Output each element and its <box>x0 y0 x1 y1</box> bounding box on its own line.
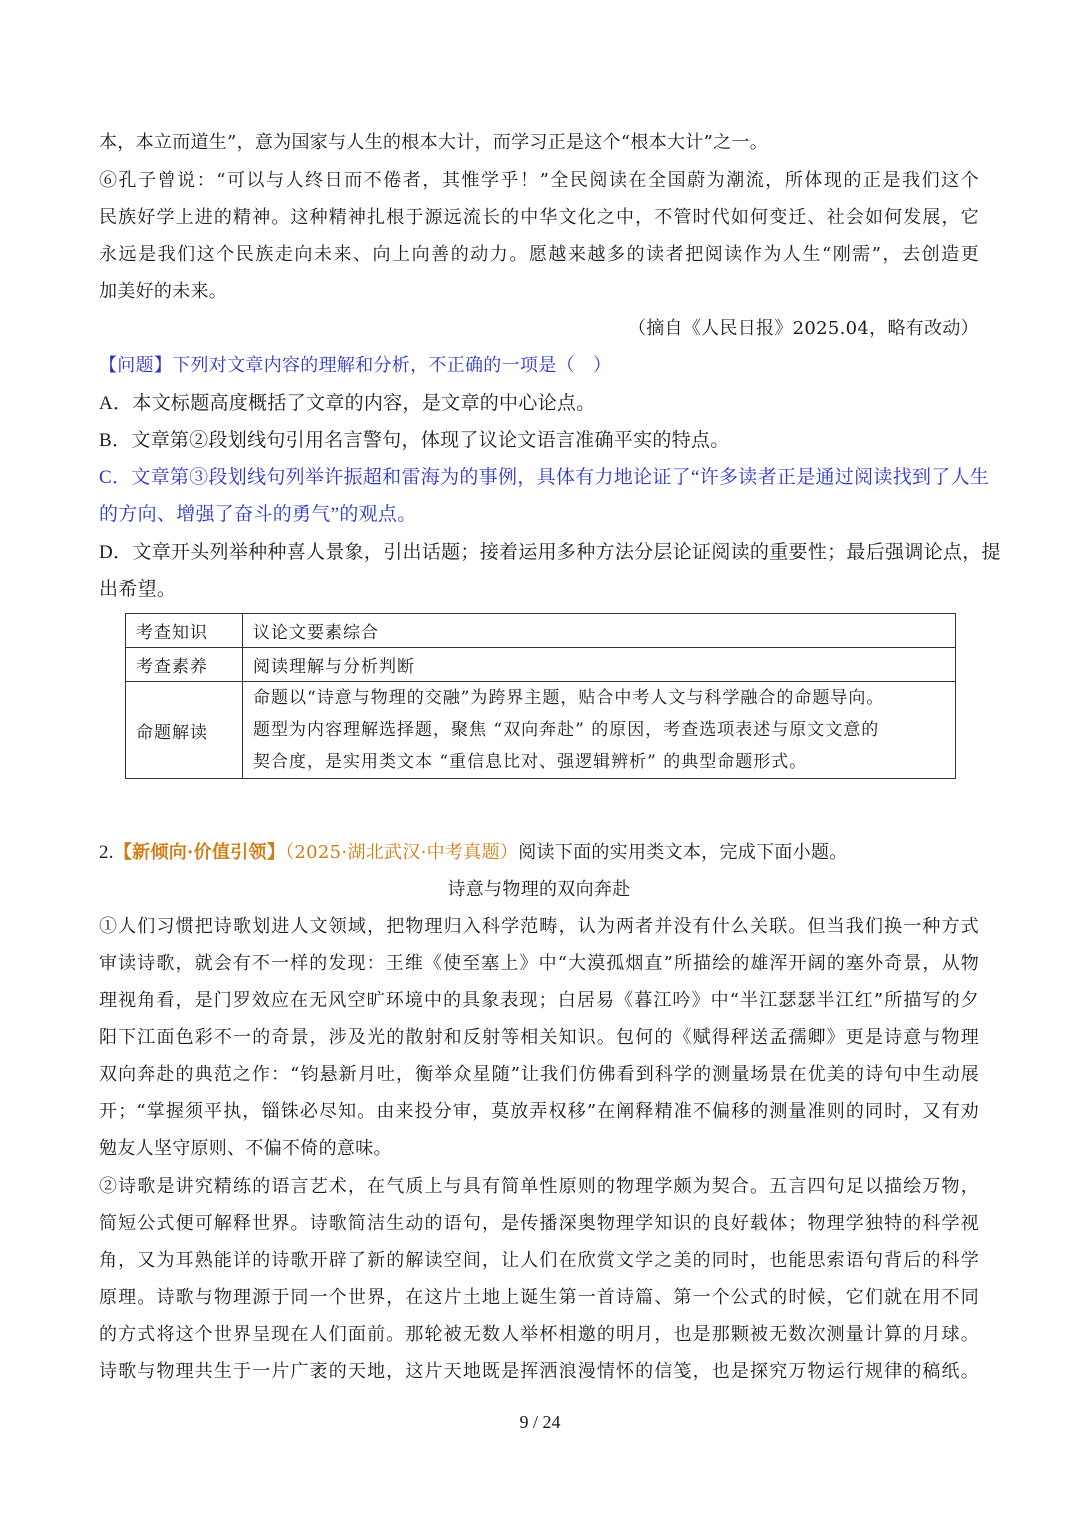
table-value: 阅读理解与分析判断 <box>243 648 956 682</box>
article-line: 原理。诗歌与物理源于同一个世界，在这片土地上诞生第一首诗篇、第一个公式的时候，它们就在用不同 <box>99 1287 979 1308</box>
analysis-table <box>125 613 956 779</box>
article-line: 民族好学上进的精神。这种精神扎根于源远流长的中华文化之中，不管时代如何变迁、社会如何发展，它 <box>99 207 979 228</box>
option-c: C．文章第③段划线句列举许振超和雷海为的事例，具体有力地论证了“许多读者正是通过阅读找到了人生 <box>99 467 990 488</box>
table-value <box>243 682 956 779</box>
option-d: 出希望。 <box>99 579 177 600</box>
article-line: 简短公式便可解释世界。诗歌简洁生动的语句，是传播深奥物理学知识的良好载体；物理学独特的科学视 <box>99 1213 979 1234</box>
question-label: 【问题】 <box>99 355 173 376</box>
article-line: 勉友人坚守原则、不偏不倚的意味。 <box>99 1138 392 1159</box>
question-source: （2025·湖北武汉·中考真题） <box>285 842 519 863</box>
article-line: 双向奔赴的典范之作：“钧悬新月吐，衡举众星随”让我们仿佛看到科学的测量场景在优美的诗句中生动展 <box>99 1064 979 1085</box>
option-b: B．文章第②段划线句引用名言警句，体现了议论文语言准确平实的特点。 <box>99 430 730 451</box>
interp-line: 契合度，是实用类文本 “重信息比对、强逻辑辨析” 的典型命题形式。 <box>253 752 808 772</box>
question-text: 下列对文章内容的理解和分析，不正确的一项是（ ） <box>172 355 612 376</box>
article-line: ⑥孔子曾说：“可以与人终日而不倦者，其惟学乎！”全民阅读在全国蔚为潮流，所体现的正是我们这个 <box>99 170 979 191</box>
option-c: 的方向、增强了奋斗的勇气”的观点。 <box>99 504 417 525</box>
article-line: 理视角看，是门罗效应在无风空旷环境中的具象表现；白居易《暮江吟》中“半江瑟瑟半江红”所描写的夕 <box>99 990 979 1011</box>
article-line: 阳下江面色彩不一的奇景，涉及光的散射和反射等相关知识。包何的《赋得秤送孟孺卿》更是诗意与物理 <box>99 1027 979 1048</box>
table-key: 考查知识 <box>126 614 243 648</box>
question2-heading <box>99 841 979 865</box>
article-line: ②诗歌是讲究精练的语言艺术，在气质上与具有简单性原则的物理学颇为契合。五言四句足以描绘万物， <box>99 1176 979 1197</box>
question-tag: 【新倾向·价值引领】 <box>113 842 286 863</box>
option-d: D．文章开头列举种种喜人景象，引出话题；接着运用多种方法分层论证阅读的重要性；最后强调论点，提 <box>99 542 1001 563</box>
question-instruction: 阅读下面的实用类文本，完成下面小题。 <box>518 842 848 863</box>
article-line: 的方式将这个世界呈现在人们面前。那轮被无数人举杯相邀的明月，也是那颗被无数次测量计算的月球。 <box>99 1324 979 1345</box>
table-key: 命题解读 <box>126 682 243 779</box>
table-row <box>126 682 956 779</box>
table-row <box>126 614 956 648</box>
table-row <box>126 648 956 682</box>
table-key: 考查素养 <box>126 648 243 682</box>
article-line: 诗歌与物理共生于一片广袤的天地，这片天地既是挥洒浪漫情怀的信笺，也是探究万物运行规律的稿纸。 <box>99 1361 979 1382</box>
page-number: 9 / 24 <box>519 1412 561 1432</box>
article-line: ①人们习惯把诗歌划进人文领域，把物理归入科学范畴，认为两者并没有什么关联。但当我们换一种方式 <box>99 916 979 937</box>
table-value: 议论文要素综合 <box>243 614 956 648</box>
option-a: A．本文标题高度概括了文章的内容，是文章的中心论点。 <box>99 393 596 414</box>
interp-line: 命题以“诗意与物理的交融”为跨界主题，贴合中考人文与科学融合的命题导向。 <box>253 688 885 708</box>
article-line: 审读诗歌，就会有不一样的发现：王维《使至塞上》中“大漠孤烟直”所描绘的雄浑开阔的塞外奇景，从物 <box>99 953 979 974</box>
article-line: 永远是我们这个民族走向未来、向上向善的动力。愿越来越多的读者把阅读作为人生“刚需”，去创造更 <box>99 244 979 265</box>
interp-line: 题型为内容理解选择题，聚焦 “双向奔赴” 的原因，考查选项表述与原文文意的 <box>253 720 880 740</box>
question-number: 2. <box>99 842 114 863</box>
article-line: 开；“掌握须平执，锱铢必尽知。由来投分审，莫放弄权移”在阐释精准不偏移的测量准则的同时，又有劝 <box>99 1101 979 1122</box>
article-line: 角，又为耳熟能详的诗歌开辟了新的解读空间，让人们在欣赏文学之美的同时，也能思索语句背后的科学 <box>99 1250 979 1271</box>
article-line: 本，本立而道生”，意为国家与人生的根本大计，而学习正是这个“根本大计”之一。 <box>99 132 769 153</box>
article-line: 加美好的未来。 <box>99 281 228 302</box>
article-title: 诗意与物理的双向奔赴 <box>447 879 631 900</box>
article-source: （摘自《人民日报》2025.04，略有改动） <box>627 318 979 339</box>
question-stem <box>99 354 979 378</box>
